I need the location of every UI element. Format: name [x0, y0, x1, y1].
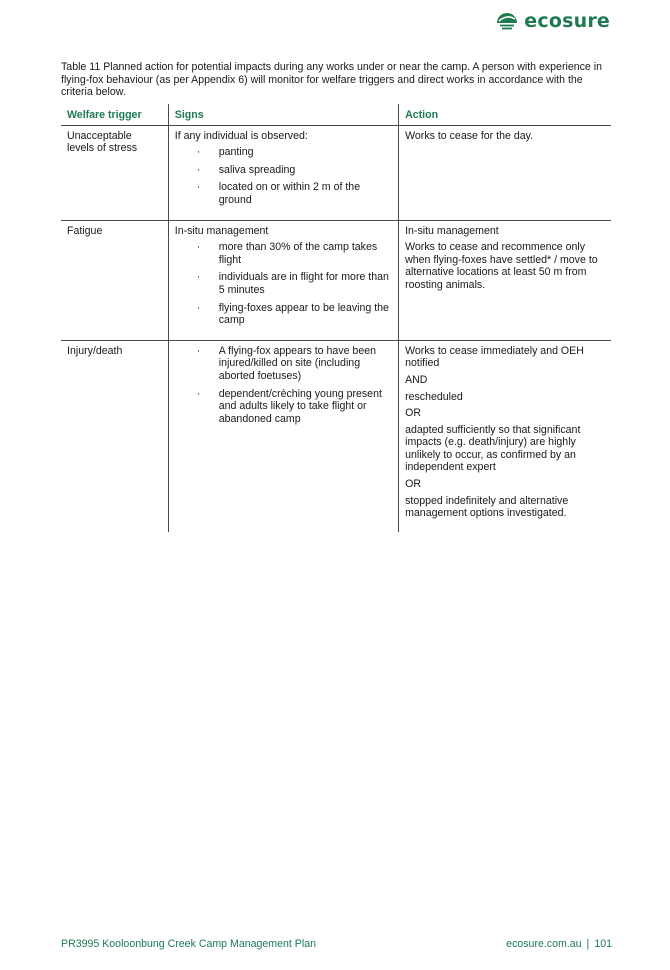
list-item: · panting	[175, 146, 392, 159]
action-line: In-situ management	[405, 224, 499, 237]
list-item: · dependent/crèching young present and adults likely to take flight or abandoned camp	[175, 388, 392, 426]
signs-intro: In-situ management	[174, 224, 269, 237]
action-line: OR	[405, 478, 421, 491]
footer-right	[506, 938, 612, 950]
action-cell	[399, 125, 611, 220]
signs-cell	[168, 340, 398, 532]
list-item: · more than 30% of the camp takes flight	[175, 241, 392, 266]
signs-list	[175, 146, 392, 206]
welfare-trigger-table	[61, 104, 611, 532]
ecosure-leaf-icon	[495, 10, 519, 32]
action-line: rescheduled	[405, 390, 463, 403]
list-item: · A flying-fox appears to have been injured/killed on site (including aborted foetuses)	[175, 345, 392, 383]
table-header-row	[61, 104, 611, 125]
footer-separator: |	[586, 938, 590, 950]
website-link[interactable]: ecosure.com.au	[506, 938, 582, 950]
action-line: Works to cease and recommence only when flying-foxes have settled* / move to alternative locations at least 50 m from roosting animals.	[405, 241, 598, 291]
page-number: 101	[594, 938, 612, 950]
list-item: · individuals are in flight for more than 5 minutes	[175, 271, 392, 296]
action-line: Works to cease immediately and OEH notified	[405, 344, 584, 370]
column-header-action: Action	[399, 104, 611, 125]
trigger-cell: Unacceptable levels of stress	[61, 125, 168, 220]
signs-list	[175, 345, 392, 426]
document-title: PR3995 Kooloonbung Creek Camp Management Plan	[61, 938, 317, 950]
list-item: · located on or within 2 m of the ground	[175, 181, 392, 206]
table-caption: Table 11 Planned action for potential impacts during any works under or near the camp. A person with experience in flying-fox behaviour (as per Appendix 6) will monitor for welfare triggers and direct works in accordance with the criteria below.	[61, 61, 602, 99]
action-cell	[399, 340, 611, 532]
signs-cell	[168, 125, 398, 220]
table-row	[61, 125, 611, 220]
action-cell	[399, 220, 611, 340]
action-line: Works to cease for the day.	[405, 129, 534, 142]
column-header-welfare-trigger: Welfare trigger	[61, 104, 168, 125]
column-header-signs: Signs	[168, 104, 398, 125]
table-row	[61, 220, 611, 340]
list-item: · saliva spreading	[175, 164, 392, 177]
action-line: stopped indefinitely and alternative management options investigated.	[405, 494, 569, 520]
ecosure-logo	[495, 10, 610, 32]
signs-intro: If any individual is observed:	[174, 129, 308, 142]
action-line: adapted sufficiently so that significant impacts (e.g. death/injury) are highly unlikely to occur, as confirmed by an independent expert	[405, 423, 581, 474]
logo-text: ecosure	[524, 10, 610, 32]
table-row	[61, 340, 611, 532]
signs-cell	[168, 220, 398, 340]
list-item: · flying-foxes appear to be leaving the camp	[175, 302, 392, 327]
trigger-cell: Fatigue	[61, 220, 168, 340]
trigger-cell: Injury/death	[67, 344, 123, 357]
action-line: OR	[405, 407, 421, 420]
action-line: AND	[405, 373, 428, 386]
signs-list	[175, 241, 392, 327]
page-footer	[61, 938, 612, 950]
